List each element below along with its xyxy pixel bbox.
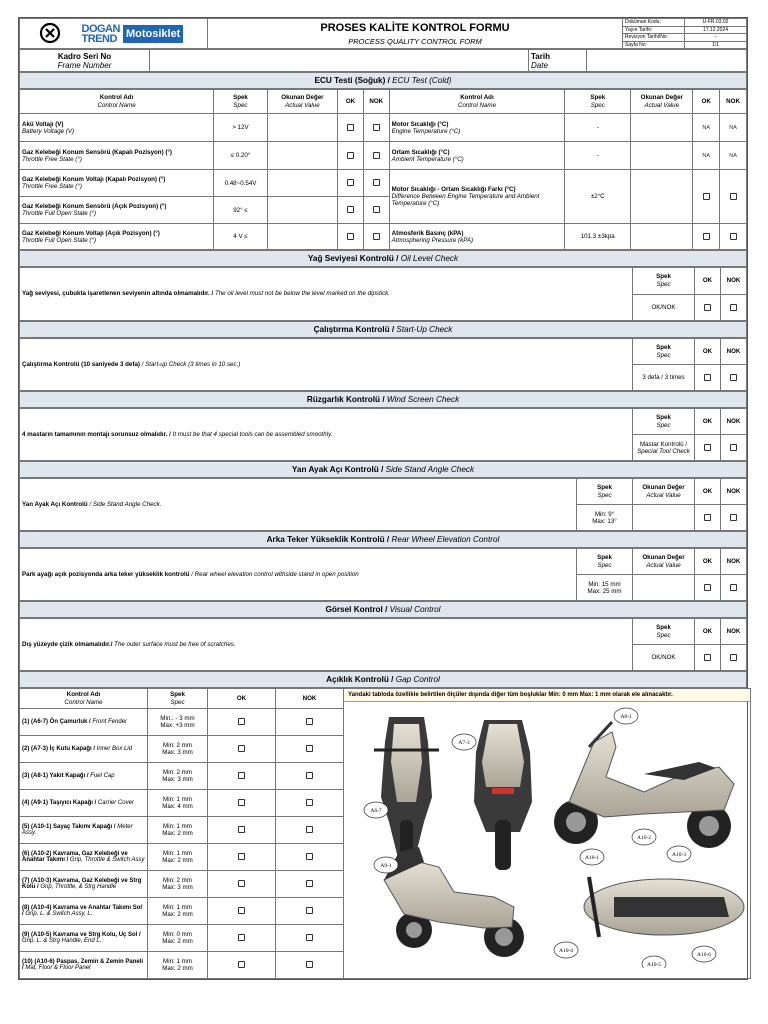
nok-checkbox[interactable] (306, 745, 313, 752)
rear-table: Park ayağı açık pozisyonda arka teker yükseklik kontrolü / Rear wheel elevation control withside stand in open position Spek Spec Okunan Değer Actual Value OK NOK Min: 15 mm Max: 25 mm (19, 548, 747, 601)
scooter-diagrams (344, 702, 750, 968)
ok-checkbox[interactable] (704, 584, 711, 591)
table-row: (2) (A7-3) İç Kutu Kapağı / Inner Box Lid Min: 2 mm Max: 3 mm (20, 736, 344, 763)
nok-checkbox[interactable] (306, 907, 313, 914)
scooter-rear-view (474, 720, 532, 870)
stand-table: Yan Ayak Açı Kontrolü / Side Stand Angle Check. Spek Spec Okunan Değer Actual Value OK NOK Min: 9° Max: 13° (19, 478, 747, 531)
table-row: (5) (A10-1) Sayaç Takımı Kapağı / Meter Assy. Min: 1 mm Max: 2 mm (20, 817, 344, 844)
scooter-top-view (584, 877, 744, 937)
section-wind-title: Rüzgarlık Kontrolü / Wind Screen Check (19, 391, 747, 408)
meta-value: - (685, 34, 747, 42)
form-subtitle: PROCESS QUALITY CONTROL FORM (348, 36, 482, 46)
nok-checkbox[interactable] (730, 304, 737, 311)
logo-mark (20, 19, 80, 49)
ok-checkbox[interactable] (238, 772, 245, 779)
callout-label: A10-5 (646, 962, 662, 968)
nok-checkbox[interactable] (730, 584, 737, 591)
ok-checkbox[interactable] (238, 718, 245, 725)
nok-checkbox[interactable] (306, 880, 313, 887)
oil-table: Yağ seviyesi, çubukta işaretlenen seviyenin altında olmamalıdır. / The oil level must not be below the level marked on the dipstick. Spek Spec OK NOK OK/NOK (19, 267, 747, 321)
meta-key: Revizyon Tarihi/No: (623, 34, 685, 42)
form-title: PROSES KALİTE KONTROL FORMU (320, 21, 510, 34)
ok-checkbox[interactable] (238, 961, 245, 968)
start-table: Çalıştırma Kontrolü (10 saniyede 3 defa) / Start-up Check (3 times in 10 sec.) Spek Spec OK NOK 3 defa / 3 times (19, 338, 747, 391)
nok-checkbox[interactable] (730, 193, 737, 200)
section-rear-title: Arka Teker Yükseklik Kontrolü / Rear Wheel Elevation Control (19, 531, 747, 548)
actual-value-field[interactable] (267, 170, 337, 197)
ok-checkbox[interactable] (238, 907, 245, 914)
nok-checkbox[interactable] (373, 233, 380, 240)
callout-label: A7-3 (458, 740, 470, 746)
section-stand-title: Yan Ayak Açı Kontrolü / Side Stand Angle Check (19, 461, 747, 478)
nok-checkbox[interactable] (730, 654, 737, 661)
gap-note: Yandaki tabloda özellikle belirtilen ölçüler dışında diğer tüm boşluklar Min: 0 mm Max: 1 mm olarak ele alınacaktır. (344, 689, 750, 702)
wind-table: 4 mastarın tamamının montajı sorunsuz olmalıdır. / It must be that 4 special tools can be assembled smoothly. Spek Spec OK NOK Mastar Kontrolü / Special Tool Check (19, 408, 747, 461)
callout-label: A10-4 (558, 948, 574, 954)
table-row: Akü Voltajı (V) Battery Voltage (V) > 12V Motor Sıcaklığı (°C) Engine Temperature (°C) - NA NA (20, 114, 747, 142)
ok-checkbox[interactable] (347, 179, 354, 186)
gap-section (19, 688, 747, 979)
frame-number-label: Kadro Seri No Frame Number (20, 50, 150, 72)
date-field[interactable] (587, 50, 747, 72)
scooter-front-view (374, 717, 439, 868)
nok-checkbox[interactable] (306, 961, 313, 968)
ok-checkbox[interactable] (238, 853, 245, 860)
meta-value: U-FR.03.02 (685, 19, 747, 27)
date-label: Tarih Date (529, 50, 587, 72)
table-row: (3) (A8-1) Yakıt Kapağı / Fuel Cap Min: 2 mm Max: 3 mm (20, 763, 344, 790)
section-start-title: Çalıştırma Kontrolü / Start-Up Check (19, 321, 747, 338)
nok-checkbox[interactable] (306, 934, 313, 941)
callout-label: A10-6 (696, 952, 712, 958)
callout-label: A9-1 (380, 863, 392, 869)
form-title-cell (208, 19, 623, 49)
actual-value-field[interactable] (631, 224, 693, 250)
table-row: (4) (A9-1) Taşıyıcı Kapağı / Carrier Cover Min: 1 mm Max: 4 mm (20, 790, 344, 817)
frame-date-row (19, 49, 747, 72)
nok-checkbox[interactable] (373, 152, 380, 159)
ok-checkbox[interactable] (704, 374, 711, 381)
nok-checkbox[interactable] (306, 826, 313, 833)
form (18, 17, 748, 980)
meta-value: 17.12.2024 (685, 26, 747, 34)
callout-label: A10-3 (671, 852, 687, 858)
table-row: (9) (A10-5) Kavrama ve Strg Kolu, Uç Sol / Grip, L. & Strg Handle, End L. Min: 0 mm Max: 2 mm (20, 925, 344, 952)
meta-key: Sayfa No: (623, 41, 685, 49)
gap-diagram-panel (344, 688, 751, 979)
nok-checkbox[interactable] (373, 179, 380, 186)
actual-value-field[interactable] (631, 142, 693, 170)
actual-value-field[interactable] (631, 114, 693, 142)
frame-number-field[interactable] (150, 50, 529, 72)
meta-key: Doküman Kodu: (623, 19, 685, 27)
callout-label: A10-2 (636, 835, 652, 841)
ok-checkbox[interactable] (238, 799, 245, 806)
table-row: (6) (A10-2) Kavrama, Gaz Kelebeği ve Anahtar Takımı / Grip, Throttle & Switch Assy Min: 1 mm Max: 2 mm (20, 844, 344, 871)
ok-checkbox[interactable] (238, 934, 245, 941)
ok-checkbox[interactable] (347, 152, 354, 159)
section-ecu-title: ECU Testi (Soğuk) / ECU Test (Cold) (19, 72, 747, 89)
actual-value-field[interactable] (267, 224, 337, 250)
actual-value-field[interactable] (267, 142, 337, 170)
callout-label: A6-7 (370, 808, 382, 814)
ok-checkbox[interactable] (704, 514, 711, 521)
actual-value-field[interactable] (631, 170, 693, 224)
table-row: Gaz Kelebeği Konum Voltajı (Açık Pozisyon) (°) Throttle Full Open State (°) 4 V ≤ Atmosferik Basınç (kPA) Atmosphering Pressure (kPA) 101.3 ±3kpa (20, 224, 747, 250)
section-oil-title: Yağ Seviyesi Kontrolü / Oil Level Check (19, 250, 747, 267)
nok-checkbox[interactable] (730, 233, 737, 240)
callout-label: A8-1 (620, 714, 632, 720)
table-row: (10) (A10-6) Paspas, Zemin & Zemin Paneli / Mat, Floor & Floor Panel Min: 1 mm Max: 2 mm (20, 952, 344, 979)
nok-checkbox[interactable] (730, 374, 737, 381)
nok-checkbox[interactable] (373, 124, 380, 131)
ok-checkbox[interactable] (238, 745, 245, 752)
section-visual-title: Görsel Kontrol / Visual Control (19, 601, 747, 618)
logo-line2: TREND (81, 32, 117, 45)
ok-checkbox[interactable] (347, 233, 354, 240)
ok-checkbox[interactable] (703, 233, 710, 240)
meta-value: 1\1 (685, 41, 747, 49)
nok-checkbox[interactable] (373, 206, 380, 213)
ok-checkbox[interactable] (703, 193, 710, 200)
nok-checkbox[interactable] (306, 853, 313, 860)
form-header (19, 18, 747, 49)
nok-checkbox[interactable] (306, 718, 313, 725)
table-row: (1) (A6-7) Ön Çamurluk / Front Fender Min.: - 3 mm Max: +3 mm (20, 709, 344, 736)
ok-checkbox[interactable] (347, 124, 354, 131)
brand-logo (80, 19, 208, 49)
ok-checkbox[interactable] (238, 826, 245, 833)
table-row: (8) (A10-4) Kavrama ve Anahtar Takımı Sol / Grip, L. & Switch Assy, L. Min: 1 mm Max: 2 mm (20, 898, 344, 925)
table-row: Gaz Kelebeği Konum Sensörü (Kapalı Pozisyon) (°) Throttle Free State (°) ≤ 0.20° Ortam Sıcaklığı (°C) Ambient Temperature (°C) - NA NA (20, 142, 747, 170)
visual-table: Dış yüzeyde çizik olmamalıdır./ The outer surface must be free of scratches. Spek Spec OK NOK OK/NOK (19, 618, 747, 671)
logo-circle-x-icon (39, 22, 61, 44)
ecu-table: Kontrol Adı Control Name Spek Spec Okunan Değer Actual Value OK NOK Kontrol Adı Control Name Spek Spec Okunan Değer Actual Value OK NOK Akü Voltajı (V) Battery Voltage (V) > 12V Motor Sıcaklığı (°C) Engine Temperature (°C) - NA NA Gaz Kelebeği Konum Sensörü (Kapalı Pozisyon) (°) Throttle Free State (°) ≤ 0.20° Ortam Sıcaklığı (°C) Ambient Temperature (°C) - NA NA Gaz Kelebeği Konum Voltajı (Kapalı Pozisyon) (°) Throttle Free State (°) 0.48~0.54V Motor Sıcaklığı - Ortam Sıcaklığı Farkı (°C) Difference Between Engine Temperature and Ambient Temperature (°C) ±2°C Gaz Kelebeği Konum Sensörü (Açık Pozisyon) (°) Throttle Full Open State (°) 92° ≤ Gaz Kelebeği Konum Voltajı (Açık Pozisyon) (°) Throttle Full Open State (°) 4 V ≤ Atmosferik Basınç (kPA) Atmosphering Pressure (kPA) 101.3 ±3kpa (19, 89, 747, 250)
actual-value-field[interactable] (633, 505, 695, 531)
ok-checkbox[interactable] (238, 880, 245, 887)
logo-badge: Motosiklet (123, 25, 183, 43)
section-gap-title: Açıklık Kontrolü / Gap Control (19, 671, 747, 688)
actual-value-field[interactable] (633, 575, 695, 601)
ok-checkbox[interactable] (704, 654, 711, 661)
logo-line1: DOGAN (81, 22, 120, 35)
nok-checkbox[interactable] (730, 444, 737, 451)
table-row: Gaz Kelebeği Konum Voltajı (Kapalı Pozisyon) (°) Throttle Free State (°) 0.48~0.54V Motor Sıcaklığı - Ortam Sıcaklığı Farkı (°C) Difference Between Engine Temperature and Ambient Temperature (°C) ±2°C (20, 170, 747, 197)
gap-table: Kontrol Adı Control Name Spek Spec OK NOK (1) (A6-7) Ön Çamurluk / Front Fender Min.: - 3 mm Max: +3 mm (2) (A7-3) İç Kutu Kapağı / Inner Box Lid Min: 2 mm Max: 3 mm (3) (A8-1) Yakıt Kapağı / Fuel Cap Min: 2 mm Max: 3 mm (4) (A9-1) Taşıyıcı Kapağı / Carrier Cover Min: 1 mm Max: 4 mm (5) (A10-1) Sayaç Takımı Kapağı / Meter Assy. Min: 1 mm Max: 2 mm (6) (A10-2) Kavrama, Gaz Kelebeği ve Anahtar Takımı / Grip, Throttle & Switch Assy Min: 1 mm Max: 2 mm (7) (A10-3) Kavrama, Gaz Kelebeği ve Strg Kolu / Grip, Throttle, & Strg Handle Min: 2 mm Max: 3 mm (8) (A10-4) Kavrama ve Anahtar Takımı Sol / Grip, L. & Switch Assy, L. Min: 1 mm Max: 2 mm (9) (A10-5) Kavrama ve Strg Kolu, Uç Sol / Grip, L. & Strg Handle, End L. Min: 0 mm Max: 2 mm (10) (A10-6) Paspas, Zemin & Zemin Paneli / Mat, Floor & Floor Panel Min: 1 mm Max: 2 mm (19, 688, 344, 979)
ok-checkbox[interactable] (347, 206, 354, 213)
table-row: (7) (A10-3) Kavrama, Gaz Kelebeği ve Strg Kolu / Grip, Throttle, & Strg Handle Min: 2 mm Max: 3 mm (20, 871, 344, 898)
nok-checkbox[interactable] (730, 514, 737, 521)
ok-checkbox[interactable] (704, 304, 711, 311)
actual-value-field[interactable] (267, 197, 337, 224)
table-row: Gaz Kelebeği Konum Sensörü (Açık Pozisyon) (°) Throttle Full Open State (°) 92° ≤ (20, 197, 747, 224)
nok-checkbox[interactable] (306, 799, 313, 806)
callout-label: A10-1 (584, 855, 600, 861)
actual-value-field[interactable] (267, 114, 337, 142)
meta-key: Yayın Tarihi: (623, 26, 685, 34)
nok-checkbox[interactable] (306, 772, 313, 779)
ok-checkbox[interactable] (704, 444, 711, 451)
